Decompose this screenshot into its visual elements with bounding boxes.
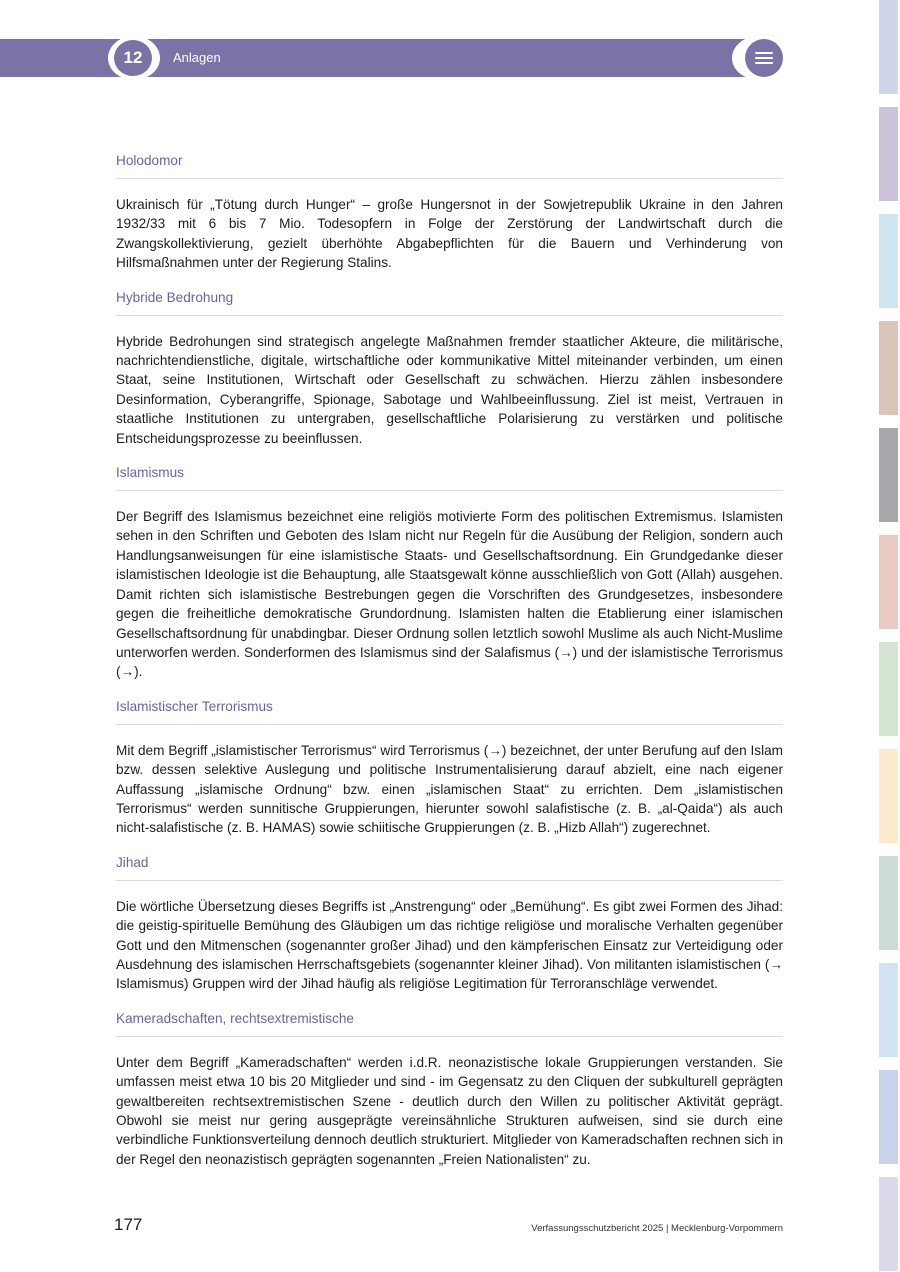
side-tab[interactable] <box>879 1177 898 1271</box>
hamburger-menu-icon <box>755 57 773 59</box>
chapter-side-tabs <box>879 0 900 1272</box>
hamburger-menu-icon <box>755 52 773 54</box>
menu-button[interactable] <box>745 39 783 77</box>
entry-title: Jihad <box>116 852 783 881</box>
entry-text: Mit dem Begriff „islamistischer Terrorismus“ wird Terrorismus (→) bezeichnet, der unter Berufung auf den Islam bzw. dessen selektive Auslegung und politische Instrumentalisierung darauf abzielt, eine nach eigener Auffassung „islamische Ordnung“ bzw. einen „islamischen Staat“ zu errichten. Dem „islamistischen Terrorismus“ werden sunnitische Gruppierungen, hierunter sowohl salafistische (z. B. „al-Qaida“) als auch nicht-salafistische (z. B. HAMAS) sowie schiitische Gruppierungen (z. B. „Hizb Allah“) zugerechnet. <box>116 742 783 836</box>
entry-title: Holodomor <box>116 150 783 179</box>
entry-text: Ukrainisch für „Tötung durch Hunger“ – große Hungersnot in der Sowjetrepublik Ukraine in den Jahren 1932/33 mit 6 bis 7 Mio. Todesopfern in Folge der Zerstörung der Landwirtschaft durch die Zwangskollektivierung, gezielt überhöhte Abgabepflichten für die Bauern und Verhinderung von Hilfsmaßnahmen unter der Regierung Stalins. <box>116 197 783 271</box>
chapter-number: 12 <box>114 40 152 76</box>
entry-text: Der Begriff des Islamismus bezeichnet eine religiös motivierte Form des politischen Extremismus. Islamisten sehen in den Schriften und Geboten des Islam nicht nur Regeln für die Ausübung der Religion, sondern auch Handlungsanweisungen für eine islamistische Staats- und Gesellschaftsordnung. Ein Grundgedanke dieser islamistischen Ideologie ist die Behauptung, alle Staatsgewalt könne ausschließlich von Gott (Allah) ausgehen. Damit richten sich islamistische Bestrebungen gegen die Vorschriften des Grundgesetzes, insbesondere gegen die freiheitliche demokratische Grundordnung. Islamisten halten die Etablierung einer islamischen Gesellschaftsordnung für unabdingbar. Dieser Ordnung sollen letztlich sowohl Muslime als auch Nicht-Muslime unterworfen werden. Sonderformen des Islamismus sind der Salafismus (→) und der islamistische Terrorismus (→). <box>116 509 783 680</box>
page-number: 177 <box>114 1215 143 1234</box>
glossary-entry <box>116 287 783 448</box>
side-tab[interactable] <box>879 535 898 629</box>
entry-title: Islamistischer Terrorismus <box>116 696 783 725</box>
glossary-entry <box>116 150 783 273</box>
side-tab[interactable] <box>879 214 898 308</box>
side-tab[interactable] <box>879 963 898 1057</box>
footer-publication: Verfassungsschutzbericht 2025 | Mecklenburg-Vorpommern <box>531 1223 783 1234</box>
hamburger-menu-icon <box>755 62 773 64</box>
entry-title: Hybride Bedrohung <box>116 287 783 316</box>
glossary-entry <box>116 852 783 994</box>
entry-text: Die wörtliche Übersetzung dieses Begriffs ist „Anstrengung“ oder „Bemühung“. Es gibt zwei Formen des Jihad: die geistig-spirituelle Bemühung des Gläubigen um das richtige religiöse und moralische Verhalten gegenüber Gott und den Mitmenschen (sogenannter großer Jihad) und den kämpferischen Einsatz zur Verteidigung oder Ausdehnung des islamischen Herrschaftsgebiets (sogenannter kleiner Jihad). Von militanten islamistischen (→ Islamismus) Gruppen wird der Jihad häufig als religiöse Legitimation für Terroranschläge verwendet. <box>116 898 783 992</box>
chapter-title: Anlagen <box>173 50 221 65</box>
side-tab[interactable] <box>879 321 898 415</box>
glossary-entry <box>116 1008 783 1169</box>
entry-text: Hybride Bedrohungen sind strategisch angelegte Maßnahmen fremder staatlicher Akteure, die militärische, nachrichtendienstliche, digitale, wirtschaftliche oder kommunikative Mittel miteinander verbinden, um einen Staat, seine Institutionen, Wirtschaft oder Gesellschaft zu schwächen. Hierzu zählen insbesondere Desinformation, Cyberangriffe, Spionage, Sabotage und Wahlbeeinflussung. Ziel ist meist, Vertrauen in staatliche Institutionen zu untergraben, gesellschaftliche Polarisierung zu verstärken und politische Entscheidungsprozesse zu beeinflussen. <box>116 333 783 446</box>
entry-title: Islamismus <box>116 462 783 491</box>
glossary-entry <box>116 462 783 682</box>
side-tab[interactable] <box>879 856 898 950</box>
side-tab[interactable] <box>879 642 898 736</box>
glossary-content <box>116 150 783 1183</box>
glossary-entry <box>116 696 783 838</box>
side-tab[interactable] <box>879 0 898 94</box>
side-tab[interactable] <box>879 107 898 201</box>
side-tab[interactable] <box>879 1070 898 1164</box>
entry-text: Unter dem Begriff „Kameradschaften“ werden i.d.R. neonazistische lokale Gruppierungen verstanden. Sie umfassen meist etwa 10 bis 20 Mitglieder und sind - im Gegensatz zu den Cliquen der subkulturell geprägten gewaltbereiten rechtsextremistischen Szene - deutlich durch den Willen zu politischer Aktivität geprägt. Obwohl sie meist nur gering ausgeprägte vereinsähnliche Strukturen aufweisen, sind sie durch eine verbindliche Funktionsverteilung dennoch deutlich strukturiert. Mitglieder von Kameradschaften rechnen sich in der Regel den neonazistisch geprägten sogenannten „Freien Nationalisten“ zu. <box>116 1054 783 1167</box>
side-tab[interactable] <box>879 428 898 522</box>
entry-title: Kameradschaften, rechtsextremistische <box>116 1008 783 1037</box>
side-tab[interactable] <box>879 749 898 843</box>
